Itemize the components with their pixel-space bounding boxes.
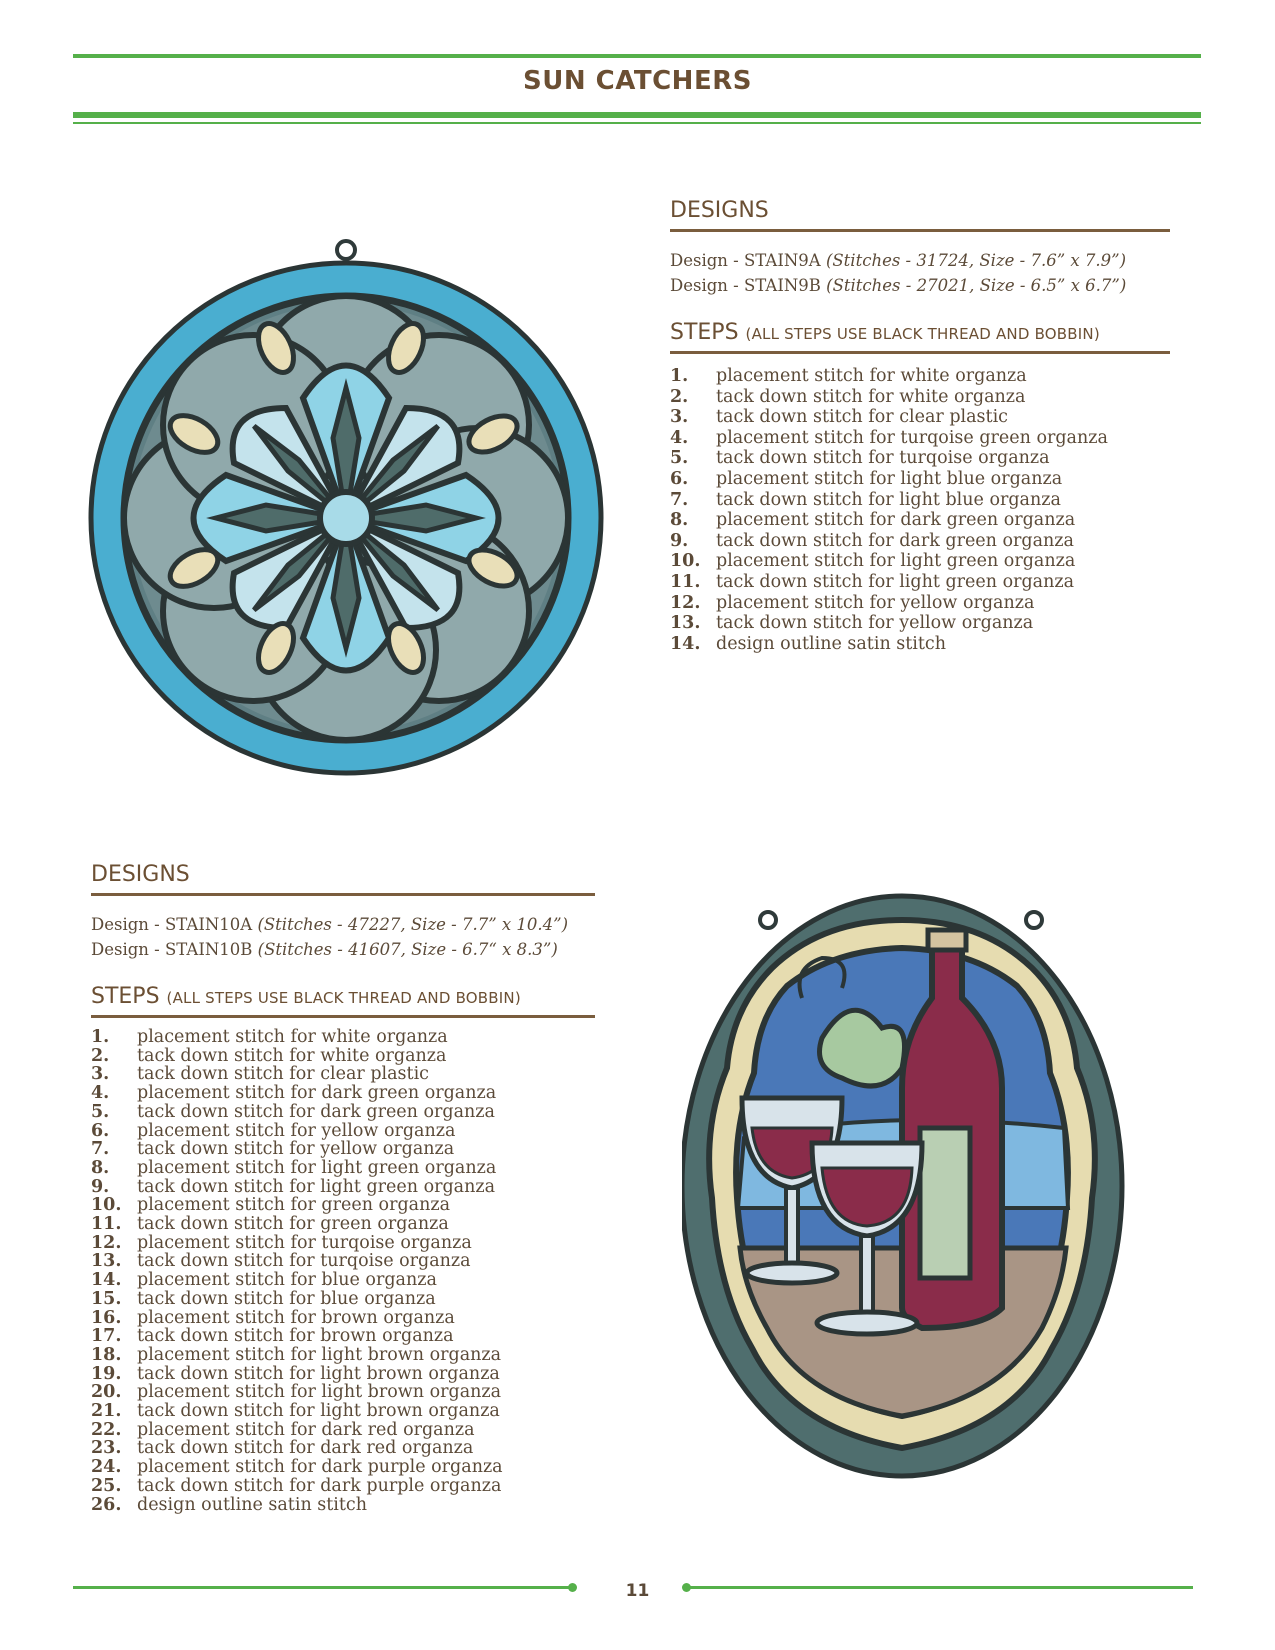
step-text: tack down stitch for green organza bbox=[137, 1214, 449, 1235]
step-item bbox=[91, 1439, 595, 1458]
step-text: tack down stitch for dark red organza bbox=[137, 1438, 474, 1459]
step-number: 1. bbox=[670, 366, 689, 386]
step-number: 3. bbox=[91, 1064, 110, 1085]
step-text: tack down stitch for white organza bbox=[716, 386, 1026, 407]
step-item bbox=[670, 572, 1170, 593]
designs-heading-2: DESIGNS bbox=[91, 862, 595, 896]
step-number: 7. bbox=[670, 489, 689, 510]
step-item bbox=[91, 1290, 595, 1309]
step-text: placement stitch for dark purple organza bbox=[137, 1457, 503, 1478]
step-text: placement stitch for green organza bbox=[137, 1195, 451, 1216]
step-number: 24. bbox=[91, 1457, 122, 1478]
step-text: tack down stitch for yellow organza bbox=[716, 613, 1034, 634]
step-item bbox=[91, 1178, 595, 1197]
design-entry: Design - STAIN9A (Stitches - 31724, Size - 7.6” x 7.9”) bbox=[670, 251, 1127, 270]
step-text: placement stitch for light blue organza bbox=[716, 468, 1063, 489]
step-item bbox=[670, 448, 1170, 469]
step-item bbox=[670, 387, 1170, 408]
design-entry: Design - STAIN10B (Stitches - 41607, Size - 6.7“ x 8.3”) bbox=[91, 940, 558, 959]
step-item bbox=[670, 634, 1170, 655]
step-item bbox=[91, 1215, 595, 1234]
step-number: 8. bbox=[91, 1157, 110, 1178]
step-item bbox=[670, 531, 1170, 552]
step-text: tack down stitch for clear plastic bbox=[716, 407, 1008, 428]
designs-heading-1: DESIGNS bbox=[670, 198, 1170, 232]
step-item bbox=[91, 1252, 595, 1271]
step-number: 14. bbox=[91, 1270, 122, 1291]
step-number: 21. bbox=[91, 1401, 122, 1422]
step-number: 2. bbox=[91, 1045, 110, 1066]
step-number: 4. bbox=[91, 1083, 110, 1104]
header-bottom-thin-rule bbox=[73, 122, 1201, 124]
steps-heading-1: STEPS (ALL STEPS USE BLACK THREAD AND BOBBIN) bbox=[670, 320, 1170, 354]
step-text: placement stitch for white organza bbox=[137, 1027, 448, 1047]
step-text: placement stitch for dark red organza bbox=[137, 1419, 475, 1440]
step-text: tack down stitch for dark green organza bbox=[137, 1101, 495, 1122]
step-text: tack down stitch for light brown organza bbox=[137, 1363, 500, 1384]
step-item bbox=[91, 1159, 595, 1178]
step-text: tack down stitch for dark purple organza bbox=[137, 1475, 502, 1496]
step-number: 13. bbox=[670, 613, 701, 634]
step-text: tack down stitch for turqoise organza bbox=[137, 1251, 471, 1272]
step-number: 15. bbox=[91, 1288, 122, 1309]
step-text: tack down stitch for light brown organza bbox=[137, 1401, 500, 1422]
step-text: placement stitch for brown organza bbox=[137, 1307, 455, 1328]
step-item bbox=[91, 1402, 595, 1421]
step-item bbox=[91, 1421, 595, 1440]
step-text: tack down stitch for light green organza bbox=[716, 571, 1075, 592]
step-number: 14. bbox=[670, 633, 701, 654]
step-item bbox=[91, 1234, 595, 1253]
step-item bbox=[91, 1065, 595, 1084]
step-item bbox=[670, 469, 1170, 490]
steps-list-2 bbox=[91, 1028, 595, 1514]
step-number: 8. bbox=[670, 510, 689, 531]
step-text: tack down stitch for yellow organza bbox=[137, 1139, 455, 1160]
step-item bbox=[670, 510, 1170, 531]
step-number: 1. bbox=[91, 1027, 110, 1047]
step-text: placement stitch for turqoise organza bbox=[137, 1232, 472, 1253]
step-number: 26. bbox=[91, 1494, 122, 1515]
step-number: 11. bbox=[91, 1214, 122, 1235]
step-number: 25. bbox=[91, 1475, 122, 1496]
step-item bbox=[91, 1327, 595, 1346]
step-number: 3. bbox=[670, 407, 689, 428]
step-text: placement stitch for light green organza bbox=[716, 551, 1076, 572]
oval-wine-sun-catcher-image bbox=[682, 868, 1132, 1484]
step-text: tack down stitch for light blue organza bbox=[716, 489, 1061, 510]
steps-heading-2: STEPS (ALL STEPS USE BLACK THREAD AND BOBBIN) bbox=[91, 984, 595, 1018]
step-number: 6. bbox=[91, 1120, 110, 1141]
step-item bbox=[91, 1458, 595, 1477]
step-text: tack down stitch for clear plastic bbox=[137, 1064, 429, 1085]
step-item bbox=[670, 366, 1170, 387]
step-item bbox=[91, 1122, 595, 1141]
header-bottom-rule bbox=[73, 112, 1201, 118]
step-item bbox=[670, 593, 1170, 614]
step-number: 10. bbox=[670, 551, 701, 572]
step-number: 2. bbox=[670, 386, 689, 407]
step-item bbox=[91, 1309, 595, 1328]
step-text: placement stitch for yellow organza bbox=[137, 1120, 456, 1141]
step-item bbox=[91, 1084, 595, 1103]
step-number: 9. bbox=[670, 530, 689, 551]
step-item bbox=[91, 1047, 595, 1066]
step-text: tack down stitch for dark green organza bbox=[716, 530, 1074, 551]
step-text: placement stitch for dark green organza bbox=[137, 1083, 497, 1104]
step-number: 18. bbox=[91, 1344, 122, 1365]
step-text: placement stitch for light brown organza bbox=[137, 1382, 502, 1403]
step-item bbox=[91, 1383, 595, 1402]
step-number: 16. bbox=[91, 1307, 122, 1328]
step-text: design outline satin stitch bbox=[137, 1494, 367, 1515]
step-number: 11. bbox=[670, 571, 701, 592]
step-number: 22. bbox=[91, 1419, 122, 1440]
step-number: 19. bbox=[91, 1363, 122, 1384]
step-item bbox=[670, 613, 1170, 634]
step-number: 5. bbox=[670, 448, 689, 469]
step-text: tack down stitch for turqoise organza bbox=[716, 448, 1050, 469]
step-text: tack down stitch for light green organza bbox=[137, 1176, 496, 1197]
step-text: design outline satin stitch bbox=[716, 633, 946, 654]
step-number: 6. bbox=[670, 468, 689, 489]
step-text: placement stitch for light green organza bbox=[137, 1157, 497, 1178]
step-item bbox=[91, 1196, 595, 1215]
step-text: placement stitch for dark green organza bbox=[716, 510, 1076, 531]
step-number: 17. bbox=[91, 1326, 122, 1347]
step-number: 10. bbox=[91, 1195, 122, 1216]
step-text: placement stitch for yellow organza bbox=[716, 592, 1035, 613]
step-item bbox=[670, 428, 1170, 449]
step-text: placement stitch for light brown organza bbox=[137, 1344, 502, 1365]
step-number: 12. bbox=[91, 1232, 122, 1253]
steps-list-1 bbox=[670, 366, 1170, 654]
step-number: 5. bbox=[91, 1101, 110, 1122]
step-item bbox=[91, 1271, 595, 1290]
step-number: 9. bbox=[91, 1176, 110, 1197]
step-item bbox=[670, 407, 1170, 428]
step-number: 7. bbox=[91, 1139, 110, 1160]
step-item bbox=[91, 1103, 595, 1122]
step-item bbox=[670, 490, 1170, 511]
footer-right-rule bbox=[688, 1586, 1193, 1589]
designs-section-2 bbox=[91, 862, 595, 1514]
step-item bbox=[91, 1028, 595, 1047]
design-entry: Design - STAIN10A (Stitches - 47227, Size - 7.7” x 10.4”) bbox=[91, 915, 569, 934]
step-number: 20. bbox=[91, 1382, 122, 1403]
step-text: placement stitch for turqoise green organza bbox=[716, 427, 1108, 448]
step-text: tack down stitch for white organza bbox=[137, 1045, 447, 1066]
step-item bbox=[91, 1346, 595, 1365]
step-item bbox=[91, 1365, 595, 1384]
step-number: 12. bbox=[670, 592, 701, 613]
design-entry: Design - STAIN9B (Stitches - 27021, Size - 6.5” x 6.7”) bbox=[670, 276, 1127, 295]
step-text: tack down stitch for brown organza bbox=[137, 1326, 454, 1347]
page-number: 11 bbox=[625, 1581, 650, 1601]
step-item bbox=[91, 1140, 595, 1159]
step-text: tack down stitch for blue organza bbox=[137, 1288, 436, 1309]
step-item bbox=[670, 551, 1170, 572]
designs-section-1 bbox=[670, 198, 1170, 654]
step-number: 13. bbox=[91, 1251, 122, 1272]
step-number: 23. bbox=[91, 1438, 122, 1459]
step-number: 4. bbox=[670, 427, 689, 448]
round-sun-catcher-image bbox=[88, 238, 628, 790]
step-text: placement stitch for white organza bbox=[716, 366, 1027, 386]
step-item bbox=[91, 1496, 595, 1515]
step-item bbox=[91, 1477, 595, 1496]
page-title: SUN CATCHERS bbox=[523, 66, 752, 96]
step-text: placement stitch for blue organza bbox=[137, 1270, 437, 1291]
header-top-rule bbox=[73, 54, 1201, 58]
